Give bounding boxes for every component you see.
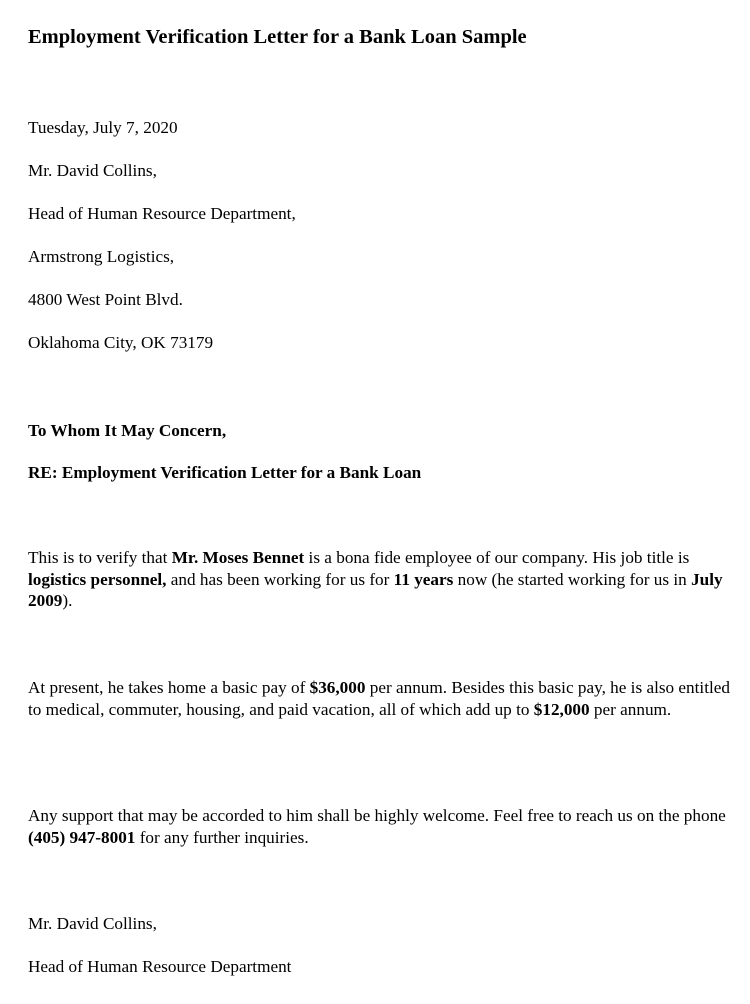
p1-text-4: now (he started working for us in bbox=[453, 569, 692, 589]
recipient-position: Head of Human Resource Department, bbox=[28, 204, 296, 223]
letter-date: Tuesday, July 7, 2020 bbox=[28, 118, 178, 137]
paragraph-compensation bbox=[28, 677, 733, 720]
employee-name: Mr. Moses Bennet bbox=[171, 548, 305, 567]
p3-text-1: Any support that may be accorded to him shall be highly welcome. Feel free to reach us on the phone bbox=[28, 806, 726, 825]
recipient-name: Mr. David Collins, bbox=[28, 161, 157, 180]
p1-text-1: This is to verify that bbox=[28, 548, 172, 567]
recipient-street: 4800 West Point Blvd. bbox=[28, 290, 183, 309]
start-date: July 2009 bbox=[28, 569, 723, 610]
p1-text-3: and has been working for us for bbox=[166, 569, 394, 589]
signature-name: Mr. David Collins, bbox=[28, 914, 157, 933]
job-title: logistics personnel, bbox=[28, 569, 167, 589]
contact-phone: (405) 947-8001 bbox=[28, 827, 136, 847]
p3-text-2: for any further inquiries. bbox=[135, 827, 309, 847]
p2-text-3: per annum. bbox=[589, 699, 672, 719]
p2-text-2: per annum. Besides this basic pay, he is also entitled to medical, commuter, housing, and paid vacation, all of which add up to bbox=[28, 678, 730, 719]
benefits-amount: $12,000 bbox=[533, 699, 590, 719]
subject-line: RE: Employment Verification Letter for a Bank Loan bbox=[28, 463, 422, 482]
paragraph-employment bbox=[28, 547, 733, 612]
basic-pay: $36,000 bbox=[309, 678, 366, 697]
years-employed: 11 years bbox=[393, 569, 454, 589]
p1-text-2: is a bona fide employee of our company. His job title is bbox=[304, 548, 690, 567]
paragraph-contact bbox=[28, 805, 733, 848]
recipient-city: Oklahoma City, OK 73179 bbox=[28, 333, 214, 352]
signature-position: Head of Human Resource Department bbox=[28, 957, 292, 976]
document-title: Employment Verification Letter for a Bank Loan Sample bbox=[28, 26, 527, 48]
recipient-company: Armstrong Logistics, bbox=[28, 247, 175, 266]
p1-text-5: ). bbox=[62, 591, 73, 610]
salutation: To Whom It May Concern, bbox=[28, 421, 227, 440]
p2-text-1: At present, he takes home a basic pay of bbox=[28, 678, 310, 697]
